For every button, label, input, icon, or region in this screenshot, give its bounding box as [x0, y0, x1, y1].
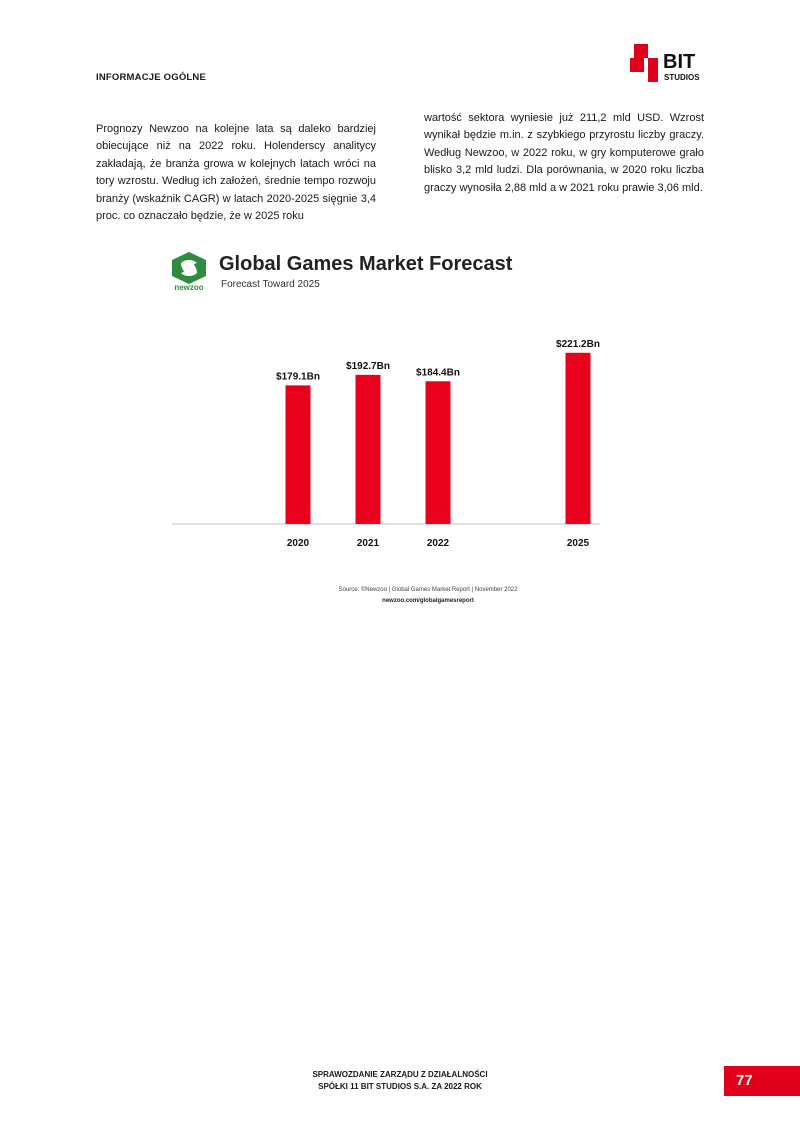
x-tick-label-2022: 2022 [426, 538, 450, 549]
section-title: INFORMACJE OGÓLNE [96, 72, 207, 83]
footer-line-2: SPÓŁKI 11 BIT STUDIOS S.A. ZA 2022 ROK [318, 1082, 482, 1091]
logo-text-bottom: STUDIOS [664, 73, 700, 82]
data-label-2025: $221.2Bn [556, 338, 600, 350]
logo-square-right [648, 58, 658, 82]
company-logo [630, 42, 710, 86]
text-column-right: wartość sektora wyniesie już 211,2 mld USD. Wzrost wynikał będzie m.in. z szybkiego przyrostu liczby graczy. Według Newzoo, w 2022 roku, w gry komputerowe grało blisko 3,2 mld ludzi. Dla porównania, w 2020 roku liczba graczy wynosiła 2,88 mld a w 2021 roku prawie 3,06 mld. [424, 112, 704, 194]
logo-text-top: BIT [663, 51, 696, 73]
chart-source-url: newzoo.com/globalgamesreport [382, 598, 474, 604]
chart-subtitle: Forecast Toward 2025 [221, 279, 320, 290]
bar-2022 [426, 381, 451, 524]
chart-source: Source: ©Newzoo | Global Games Market Report | November 2022 [338, 587, 518, 593]
data-label-2021: $192.7Bn [346, 360, 390, 372]
page-footer [250, 1069, 550, 1093]
newzoo-logo-icon [168, 251, 210, 285]
x-tick-label-2020: 2020 [286, 538, 310, 549]
data-label-2020: $179.1Bn [276, 371, 320, 383]
text-column-left: Prognozy Newzoo na kolejne lata są daleko bardziej obiecujące niż na 2022 roku. Holenderscy analitycy zakładają, że branża growa w kolejnych latach wróci na tory wzrostu. Według ich założeń, średnie tempo rozwoju branży (wskaźnik CAGR) w latach 2020-2025 sięgnie 3,4 proc. co oznaczało będzie, że w 2025 roku [96, 123, 376, 223]
bar-2021 [356, 375, 381, 524]
data-label-2022: $184.4Bn [416, 367, 460, 379]
bar-2025 [566, 353, 591, 524]
logo-square-top [634, 44, 648, 58]
newzoo-brand: newzoo [174, 283, 204, 292]
x-tick-label-2021: 2021 [356, 538, 380, 549]
page-number: 77 [724, 1066, 800, 1096]
chart-figure [168, 245, 608, 615]
chart-title: Global Games Market Forecast [219, 253, 513, 275]
bar-chart [168, 325, 608, 555]
footer-line-1: SPRAWOZDANIE ZARZĄDU Z DZIAŁALNOŚCI [312, 1070, 488, 1079]
bar-2020 [286, 385, 311, 524]
logo-square-left [630, 58, 644, 72]
x-tick-label-2025: 2025 [566, 538, 590, 549]
